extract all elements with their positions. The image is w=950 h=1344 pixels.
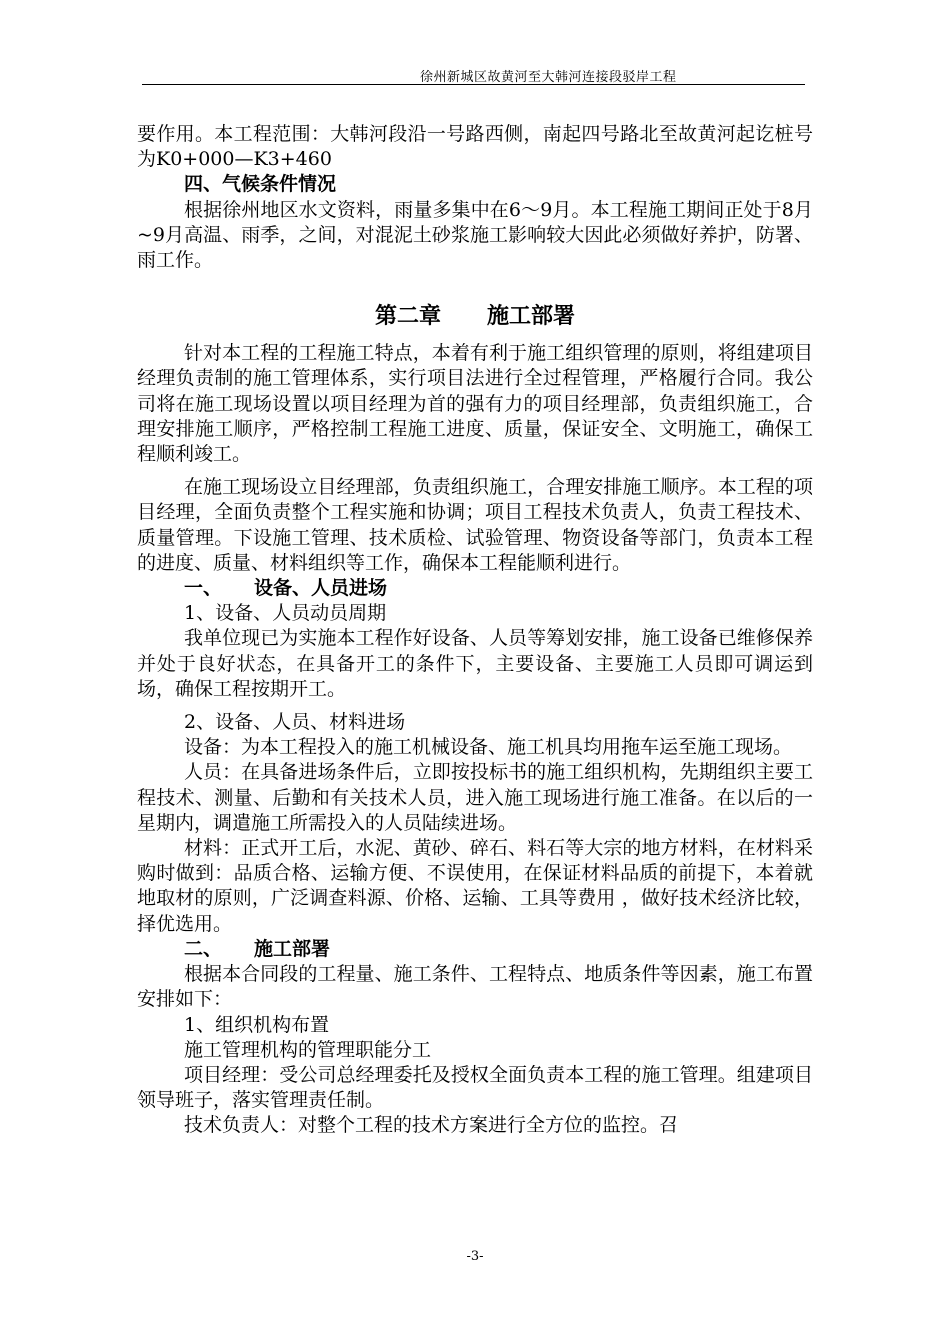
paragraph-mobilize: 我单位现已为实施本工程作好设备、人员等筹划安排，施工设备已维修保养并处于良好状态，在具备开工的条件下，主要设备、主要施工人员即可调运到场，确保工程按期开工。: [137, 627, 813, 700]
section-title: 施工部署: [254, 937, 331, 960]
document-body: [137, 122, 813, 1139]
section-climate-heading: 四、气候条件情况: [184, 173, 337, 196]
section-number: 二、: [184, 937, 223, 960]
section-deployment-heading: [137, 937, 813, 962]
section-number: 一、: [184, 577, 223, 600]
paragraph-personnel: 人员：在具备进场条件后，立即按投标书的施工组织机构，先期组织主要工程技术、测量、后勤和有关技术人员，进入施工现场进行施工准备。在以后的一星期内，调遣施工所需投入的人员陆续进场。: [137, 761, 813, 834]
paragraph-scope: 要作用。本工程范围：大韩河段沿一号路西侧，南起四号路北至故黄河起讫桩号为K0+000—K3+460: [137, 123, 813, 171]
subsection-organization: 1、组织机构布置: [184, 1013, 330, 1036]
subsection-mobilize-period: 1、设备、人员动员周期: [184, 602, 387, 625]
section-mobilization-heading: [137, 576, 813, 601]
paragraph-technical-lead: 技术负责人：对整个工程的技术方案进行全方位的监控。召: [184, 1114, 679, 1137]
paragraph-climate: 根据徐州地区水文资料，雨量多集中在6～9月。本工程施工期间正处于8月~9月高温、雨季，之间，对混泥土砂浆施工影响较大因此必须做好养护，防署、雨工作。: [137, 198, 813, 272]
chapter-heading: [137, 273, 813, 341]
paragraph-layout: 根据本合同段的工程量、施工条件、工程特点、地质条件等因素，施工布置安排如下：: [137, 963, 813, 1011]
chapter-number: 第二章: [374, 303, 441, 330]
subsection-division-of-duties: 施工管理机构的管理职能分工: [184, 1038, 432, 1061]
chapter-title: 施工部署: [487, 303, 576, 330]
paragraph-materials: 材料：正式开工后，水泥、黄砂、碎石、料石等大宗的地方材料，在材料采购时做到：品质合格、运输方便、不误使用，在保证材料品质的前提下，本着就地取材的原则，广泛调查料源、价格、运输、工具等费用 ，做好技术经济比较，择优选用。: [137, 837, 813, 935]
header-rule: [142, 84, 805, 85]
paragraph-intro-1: 针对本工程的工程施工特点，本着有利于施工组织管理的原则，将组建项目经理负责制的施工管理体系，实行项目法进行全过程管理，严格履行合同。我公司将在施工现场设置以项目经理为首的强有力的项目经理部，负责组织施工，合理安排施工顺序，严格控制工程施工进度、质量，保证安全、文明施工，确保工程顺利竣工。: [137, 342, 813, 466]
page-number: -3-: [466, 1249, 484, 1264]
paragraph-project-manager: 项目经理：受公司总经理委托及授权全面负责本工程的施工管理。组建项目领导班子，落实管理责任制。: [137, 1063, 813, 1112]
running-header: 徐州新城区故黄河至大韩河连接段驳岸工程: [420, 70, 677, 85]
paragraph-equipment: 设备：为本工程投入的施工机械设备、施工机具均用拖车运至施工现场。: [184, 736, 793, 759]
paragraph-intro-2: 在施工现场设立目经理部，负责组织施工，合理安排施工顺序。本工程的项目经理，全面负责整个工程实施和协调；项目工程技术负责人，负责工程技术、质量管理。下设施工管理、技术质检、试验管理、物资设备等部门，负责本工程的进度、质量、材料组织等工作，确保本工程能顺利进行。: [137, 476, 813, 574]
subsection-entry: 2、设备、人员、材料进场: [184, 711, 406, 734]
section-title: 设备、人员进场: [254, 577, 388, 600]
